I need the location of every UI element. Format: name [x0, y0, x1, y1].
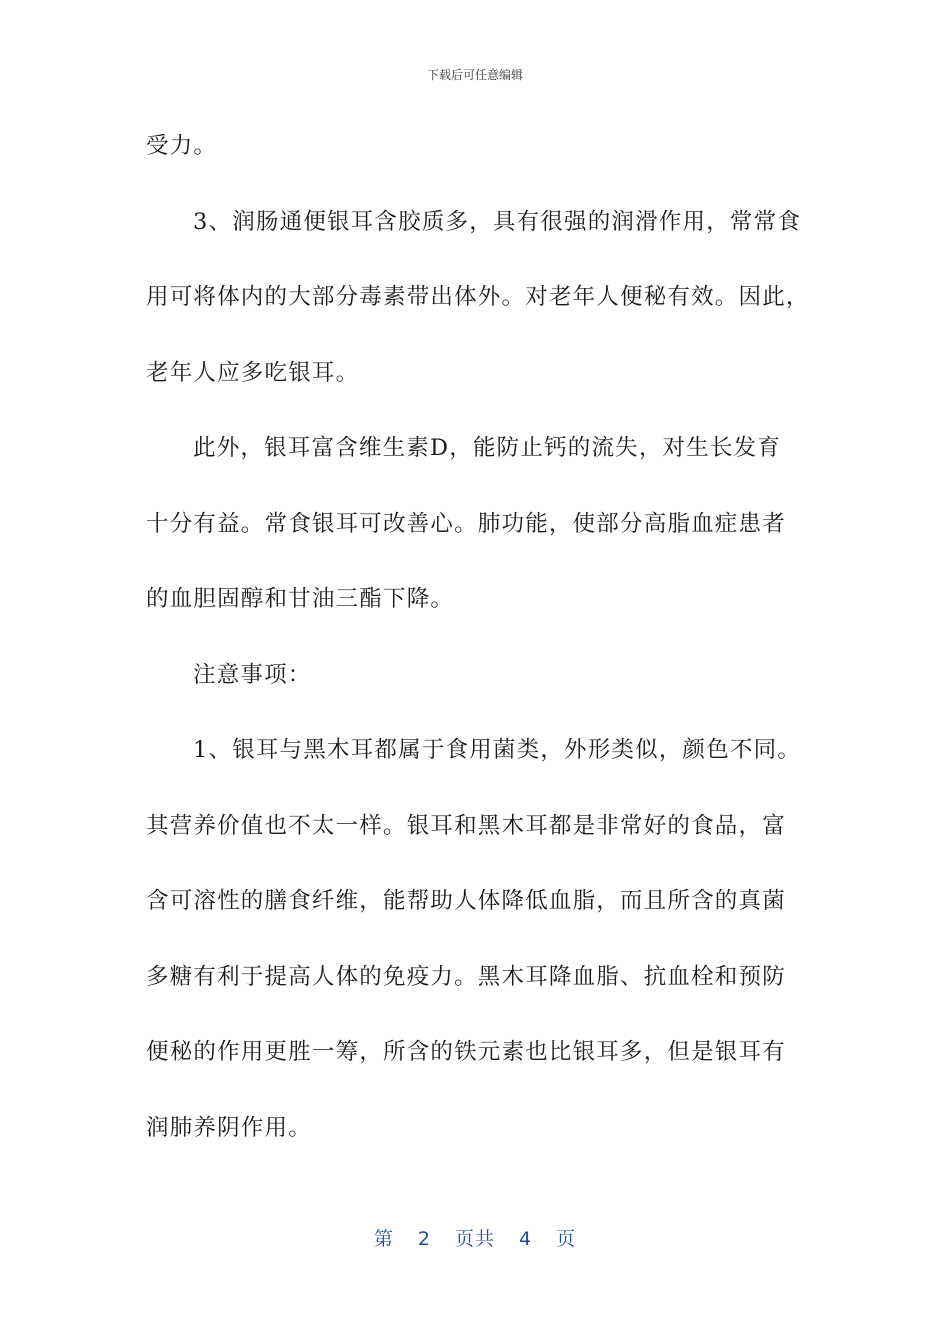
text-line: 受力。 [146, 133, 218, 159]
text-line: 3、润肠通便银耳含胶质多，具有很强的润滑作用，常常食 [193, 208, 802, 235]
document-body [146, 126, 810, 1183]
text-line: 十分有益。常食银耳可改善心。肺功能，使部分高脂血症患者 [146, 510, 786, 537]
header-note: 下载后可任意编辑 [426, 68, 523, 82]
current-page-number: 2 [417, 1228, 431, 1250]
text-line: 其营养价值也不太一样。银耳和黑木耳都是非常好的食品，富 [146, 812, 786, 839]
text-line: 便秘的作用更胜一筹，所含的铁元素也比银耳多，但是银耳有 [146, 1039, 786, 1065]
section-heading: 注意事项： [193, 661, 312, 688]
page-number-footer [0, 1224, 950, 1251]
text-line: 多糖有利于提高人体的免疫力。黑木耳降血脂、抗血栓和预防 [146, 963, 786, 990]
text-line: 含可溶性的膳食纤维，能帮助人体降低血脂，而且所含的真菌 [146, 888, 786, 914]
total-pages-number: 4 [519, 1228, 533, 1250]
text-line: 此外，银耳富含维生素D，能防止钙的流失，对生长发育 [193, 435, 782, 461]
page-middle: 页共 [454, 1228, 495, 1250]
text-line: 润肺养阴作用。 [146, 1114, 312, 1141]
page-prefix: 第 [373, 1228, 394, 1250]
page-suffix: 页 [556, 1228, 577, 1250]
text-line: 用可将体内的大部分毒素带出体外。对老年人便秘有效。因此， [146, 284, 810, 310]
text-line: 老年人应多吃银耳。 [146, 359, 360, 386]
text-line: 的血胆固醇和甘油三酯下降。 [146, 586, 455, 612]
text-line: 1、银耳与黑木耳都属于食用菌类，外形类似，颜色不同。 [193, 737, 802, 763]
